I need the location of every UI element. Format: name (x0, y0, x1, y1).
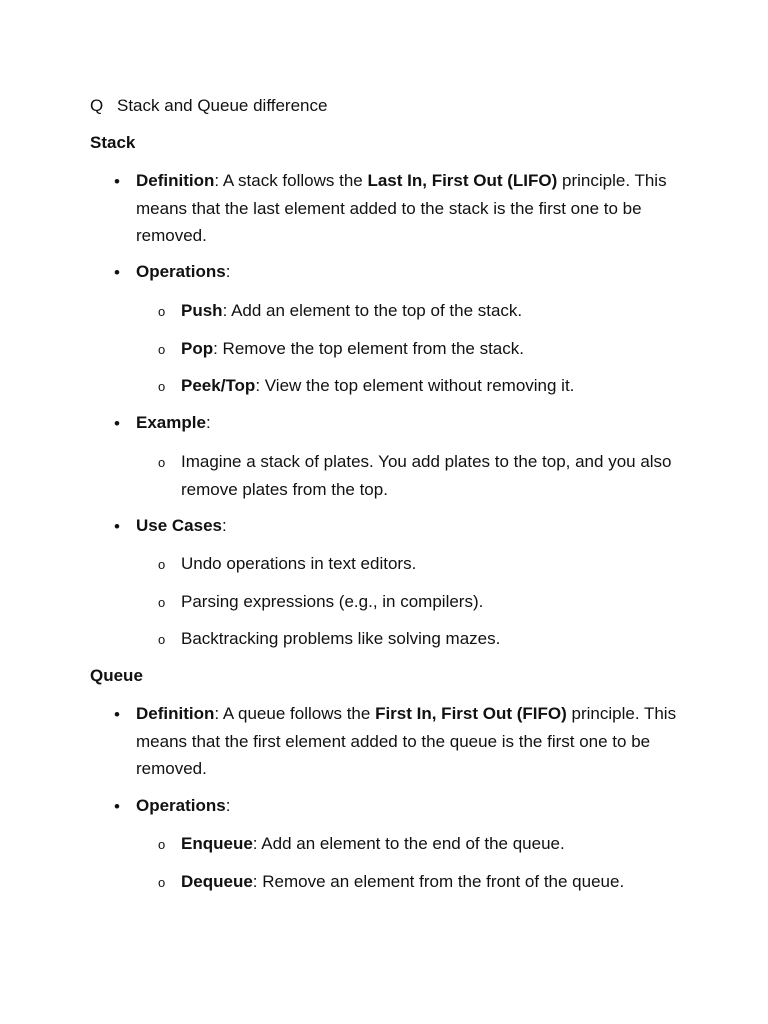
stack-op-label: Peek/Top (181, 376, 256, 395)
stack-use-cases-suffix: : (222, 516, 227, 535)
stack-example-label: Example (136, 413, 206, 432)
queue-op-dequeue (181, 868, 721, 896)
stack-use-cases (136, 512, 696, 540)
question-text: Stack and Queue difference (117, 96, 328, 115)
bullet-icon: • (114, 797, 120, 816)
queue-operations-suffix: : (225, 796, 231, 815)
bullet-icon: • (114, 172, 120, 191)
circle-bullet-icon: o (158, 875, 166, 890)
stack-example-item: Imagine a stack of plates. You add plates to the top, and you also remove plates from the top. (181, 452, 672, 499)
queue-op-label: Dequeue (181, 872, 253, 891)
stack-definition-bold: Last In, First Out (LIFO) (367, 171, 558, 190)
stack-definition (136, 167, 696, 250)
bullet-icon: • (114, 263, 120, 282)
circle-bullet-icon: o (158, 632, 166, 647)
stack-operations-suffix: : (225, 262, 231, 281)
queue-operations (136, 792, 696, 820)
stack-op-text: : Remove the top element from the stack. (213, 339, 524, 358)
queue-op-text: : Add an element to the end of the queue. (252, 834, 565, 853)
circle-bullet-icon: o (158, 304, 166, 319)
queue-definition-post: principle. This means that the first element added to the queue is the first one to be removed. (136, 704, 677, 778)
stack-op-peek (181, 372, 721, 400)
stack-op-text: : Add an element to the top of the stack. (222, 301, 523, 320)
stack-use-cases-label: Use Cases (136, 516, 223, 535)
circle-bullet-icon: o (158, 595, 166, 610)
stack-example-suffix: : (205, 413, 211, 432)
circle-bullet-icon: o (158, 342, 166, 357)
stack-use-case-item: Undo operations in text editors. (181, 554, 417, 573)
stack-operations-label: Operations (136, 262, 226, 281)
stack-heading: Stack (90, 133, 136, 152)
stack-use-case-item: Parsing expressions (e.g., in compilers). (181, 592, 484, 611)
bullet-icon: • (114, 517, 120, 536)
queue-operations-label: Operations (136, 796, 226, 815)
circle-bullet-icon: o (158, 455, 166, 470)
bullet-icon: • (114, 705, 120, 724)
stack-operations (136, 258, 696, 286)
stack-op-label: Pop (181, 339, 214, 358)
stack-op-text: : View the top element without removing it. (255, 376, 575, 395)
stack-definition-label: Definition (136, 171, 215, 190)
queue-op-text: : Remove an element from the front of the queue. (252, 872, 625, 891)
queue-definition-pre: : A queue follows the (214, 704, 376, 723)
queue-heading: Queue (90, 666, 143, 685)
stack-op-label: Push (181, 301, 223, 320)
question-title (90, 96, 327, 116)
queue-op-enqueue (181, 830, 721, 858)
circle-bullet-icon: o (158, 557, 166, 572)
queue-op-label: Enqueue (181, 834, 253, 853)
queue-definition-label: Definition (136, 704, 215, 723)
queue-definition (136, 700, 696, 783)
stack-op-push (181, 297, 721, 325)
queue-definition-bold: First In, First Out (FIFO) (375, 704, 567, 723)
stack-use-case-item: Backtracking problems like solving mazes. (181, 629, 501, 648)
bullet-icon: • (114, 414, 120, 433)
question-marker: Q (90, 96, 104, 115)
stack-op-pop (181, 335, 721, 363)
circle-bullet-icon: o (158, 837, 166, 852)
stack-example (136, 409, 696, 437)
stack-definition-pre: : A stack follows the (214, 171, 368, 190)
stack-definition-post: principle. This means that the last element added to the stack is the first one to be removed. (136, 171, 667, 245)
circle-bullet-icon: o (158, 379, 166, 394)
